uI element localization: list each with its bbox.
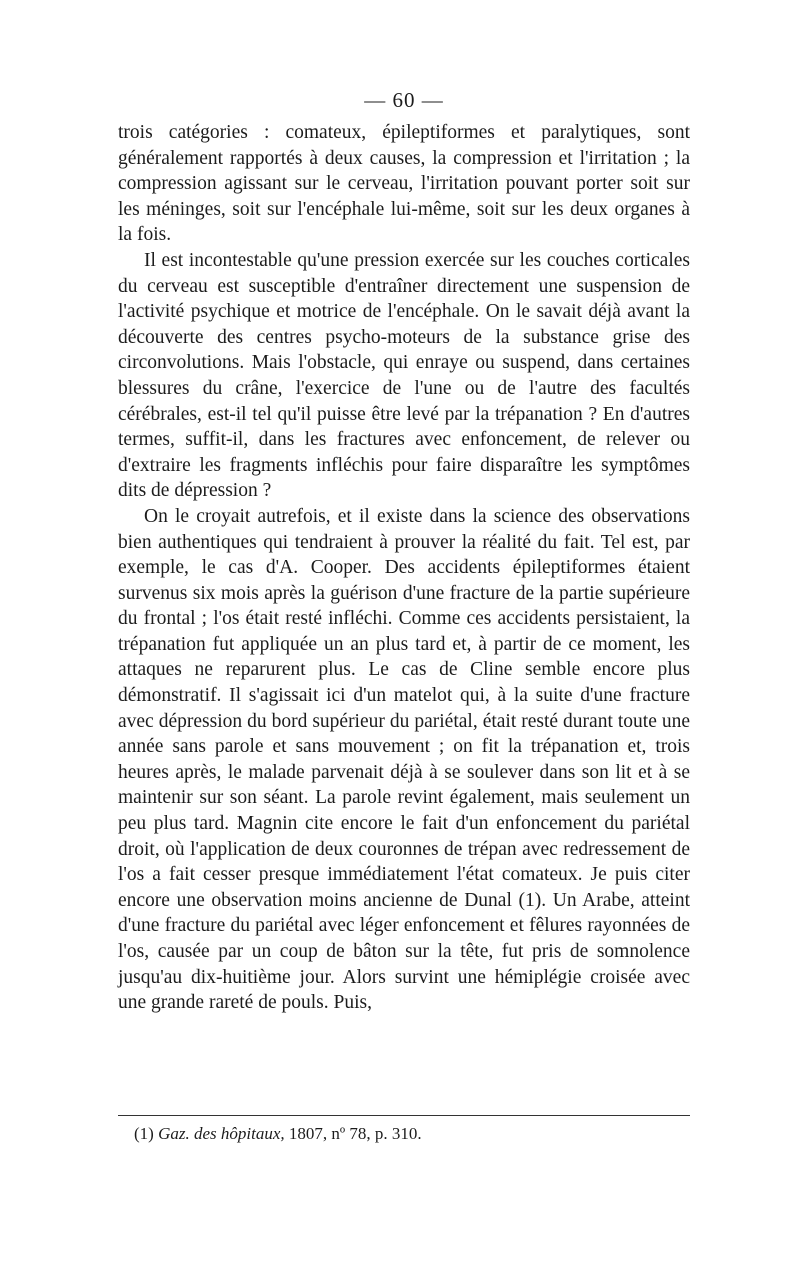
paragraph-1: trois catégories : comateux, épileptiformes et paralytiques, sont généralement rapportés à deux causes, la compression et l'irritation ; la compression agissant sur le cerveau, l'irritation pouvant porter soit sur les méninges, soit sur l'encéphale lui-même, soit sur les deux organes à la fois. [118, 122, 690, 246]
footnote-details: 1807, nº 78, p. 310. [288, 1124, 422, 1143]
paragraph-2: Il est incontestable qu'une pression exercée sur les couches corticales du cerveau est susceptible d'entraîner directement une suspension de l'activité psychique et motrice de l'encéphale. On le savait déjà avant la découverte des centres psycho-moteurs de la substance grise des circonvolutions. Mais l'obstacle, qui enraye ou suspend, dans certaines blessures du crâne, l'exercice de l'une ou de l'autre des facultés cérébrales, est-il tel qu'il puisse être levé par la trépanation ? En d'autres termes, suffit-il, dans les fractures avec enfoncement, de relever ou d'extraire les fragments infléchis pour faire disparaître les symptômes dits de dépression ? [118, 249, 690, 502]
page-number: — 60 — [364, 88, 444, 112]
footnote-source: Gaz. des hôpitaux, [158, 1124, 285, 1143]
page-body [118, 88, 690, 1016]
footnote-separator [118, 1115, 690, 1116]
paragraph-3: On le croyait autrefois, et il existe dans la science des observations bien authentiques qui tendraient à prouver la réalité du fait. Tel est, par exemple, le cas d'A. Cooper. Des accidents épileptiformes étaient survenus six mois après la guérison d'une fracture de la partie supérieure du frontal ; l'os était resté infléchi. Comme ces accidents persistaient, la trépanation fut appliquée un an plus tard et, à partir de ce moment, les attaques ne reparurent plus. Le cas de Cline semble encore plus démonstratif. Il s'agissait ici d'un matelot qui, à la suite d'une fracture avec dépression du bord supérieur du pariétal, était resté durant toute une année sans parole et sans mouvement ; on fit la trépanation et, trois heures après, le malade parvenait déjà à se soulever dans son lit et à se maintenir sur son séant. La parole revint également, mais seulement un peu plus tard. Magnin cite encore le fait d'un enfoncement du pariétal droit, où l'application de deux couronnes de trépan avec redressement de l'os a fait cesser presque immédiatement l'état comateux. Je puis citer encore une observation moins ancienne de Dunal (1). Un Arabe, atteint d'une fracture du pariétal avec léger enfoncement et fêlures rayonnées de l'os, causée par un coup de bâton sur la tête, fut pris de somnolence jusqu'au dix-huitième jour. Alors survint une hémiplégie croisée avec une grande rareté de pouls. Puis, [118, 505, 690, 1014]
footnote [134, 1124, 422, 1144]
footnote-marker: (1) [134, 1124, 154, 1143]
